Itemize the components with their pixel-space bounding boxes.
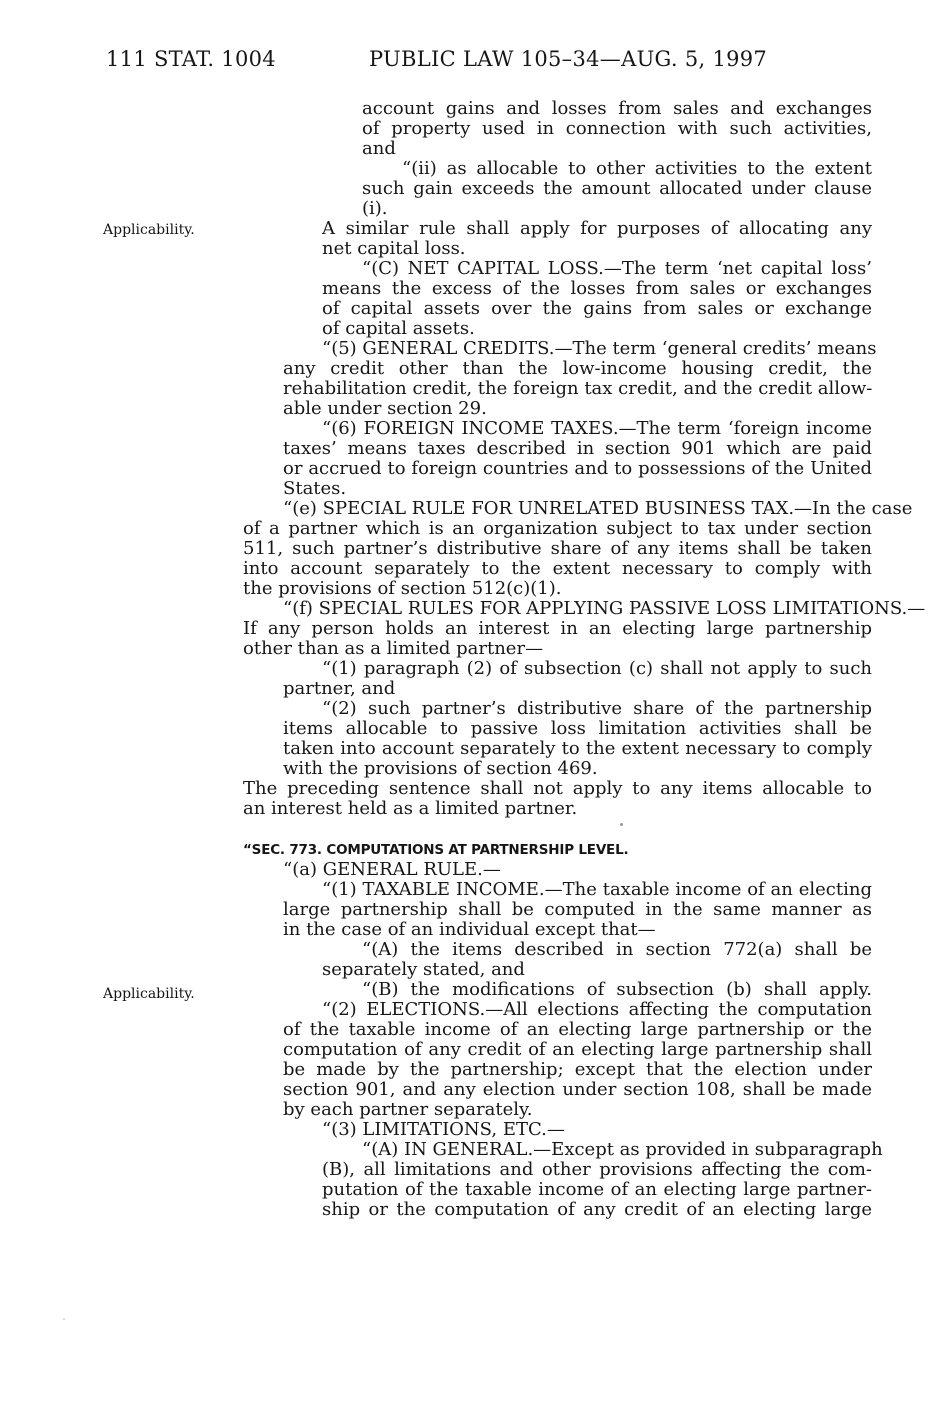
- text-line: of the taxable income of an electing large partnership or the: [283, 1019, 872, 1040]
- text-line: any credit other than the low-income housing credit, the: [283, 358, 872, 379]
- text-line: “(e) SPECIAL RULE FOR UNRELATED BUSINESS TAX.—In the case: [283, 498, 913, 519]
- text-line: ship or the computation of any credit of an electing large: [322, 1199, 872, 1220]
- text-line: in the case of an individual except that—: [283, 919, 656, 940]
- text-line: 511, such partner’s distributive share of any items shall be taken: [243, 538, 872, 559]
- text-line: “(2) ELECTIONS.—All elections affecting the computation: [322, 999, 872, 1020]
- text-line: “(5) GENERAL CREDITS.—The term ‘general credits’ means: [322, 338, 877, 359]
- text-line: taxes’ means taxes described in section 901 which are paid: [283, 438, 872, 459]
- text-line: (B), all limitations and other provisions affecting the com-: [322, 1159, 872, 1180]
- text-line: net capital loss.: [322, 238, 466, 259]
- text-line: “(1) paragraph (2) of subsection (c) shall not apply to such: [322, 658, 872, 679]
- text-line: large partnership shall be computed in the same manner as: [283, 899, 872, 920]
- text-line: separately stated, and: [322, 959, 525, 980]
- text-line: “(3) LIMITATIONS, ETC.—: [322, 1119, 565, 1140]
- text-line: A similar rule shall apply for purposes of allocating any: [322, 218, 872, 239]
- text-line: be made by the partnership; except that the election under: [283, 1059, 872, 1080]
- text-line: “(A) the items described in section 772(a) shall be: [362, 939, 872, 960]
- text-line: items allocable to passive loss limitation activities shall be: [283, 718, 872, 739]
- scan-speck: [620, 823, 623, 826]
- text-line: of property used in connection with such activities,: [362, 118, 872, 139]
- text-line: States.: [283, 478, 347, 499]
- text-line: other than as a limited partner—: [243, 638, 544, 659]
- text-line: an interest held as a limited partner.: [243, 798, 578, 819]
- margin-note-applicability: Applicability.: [103, 222, 195, 238]
- text-line: means the excess of the losses from sales or exchanges: [322, 278, 872, 299]
- text-line: rehabilitation credit, the foreign tax credit, and the credit allow-: [283, 378, 873, 399]
- text-line: section 901, and any election under section 108, shall be made: [283, 1079, 872, 1100]
- text-line: of capital assets.: [322, 318, 475, 339]
- text-line: the provisions of section 512(c)(1).: [243, 578, 562, 599]
- text-line: into account separately to the extent necessary to comply with: [243, 558, 872, 579]
- text-line: “(f) SPECIAL RULES FOR APPLYING PASSIVE LOSS LIMITATIONS.—: [283, 598, 926, 619]
- text-line: computation of any credit of an electing large partnership shall: [283, 1039, 872, 1060]
- text-line: “(a) GENERAL RULE.—: [283, 859, 501, 880]
- text-line: of a partner which is an organization subject to tax under section: [243, 518, 872, 539]
- text-line: “(2) such partner’s distributive share of the partnership: [322, 698, 872, 719]
- margin-note-applicability: Applicability.: [103, 986, 195, 1002]
- law-title-header: PUBLIC LAW 105–34—AUG. 5, 1997: [369, 47, 768, 71]
- text-line: “(C) NET CAPITAL LOSS.—The term ‘net capital loss’: [362, 258, 872, 279]
- page-number-header: 111 STAT. 1004: [106, 47, 276, 71]
- text-line: If any person holds an interest in an electing large partnership: [243, 618, 872, 639]
- text-line: putation of the taxable income of an electing large partner-: [322, 1179, 872, 1200]
- section-heading: “SEC. 773. COMPUTATIONS AT PARTNERSHIP LEVEL.: [243, 842, 629, 858]
- scan-speck: [63, 1318, 65, 1320]
- text-line: “(ii) as allocable to other activities to the extent: [402, 158, 872, 179]
- text-line: account gains and losses from sales and exchanges: [362, 98, 872, 119]
- text-line: by each partner separately.: [283, 1099, 533, 1120]
- text-line: partner, and: [283, 678, 396, 699]
- text-line: able under section 29.: [283, 398, 487, 419]
- text-line: taken into account separately to the extent necessary to comply: [283, 738, 872, 759]
- text-line: “(A) IN GENERAL.—Except as provided in subparagraph: [362, 1139, 883, 1160]
- text-line: The preceding sentence shall not apply to any items allocable to: [243, 778, 872, 799]
- text-line: “(6) FOREIGN INCOME TAXES.—The term ‘foreign income: [322, 418, 872, 439]
- text-line: with the provisions of section 469.: [283, 758, 598, 779]
- text-line: “(B) the modifications of subsection (b) shall apply.: [362, 979, 872, 1000]
- text-line: and: [362, 138, 396, 159]
- text-line: “(1) TAXABLE INCOME.—The taxable income of an electing: [322, 879, 872, 900]
- text-line: of capital assets over the gains from sales or exchange: [322, 298, 872, 319]
- subparagraph-heading: [362, 259, 872, 279]
- text-line: (i).: [362, 198, 388, 219]
- text-line: or accrued to foreign countries and to possessions of the United: [283, 458, 872, 479]
- text-line: such gain exceeds the amount allocated under clause: [362, 178, 872, 199]
